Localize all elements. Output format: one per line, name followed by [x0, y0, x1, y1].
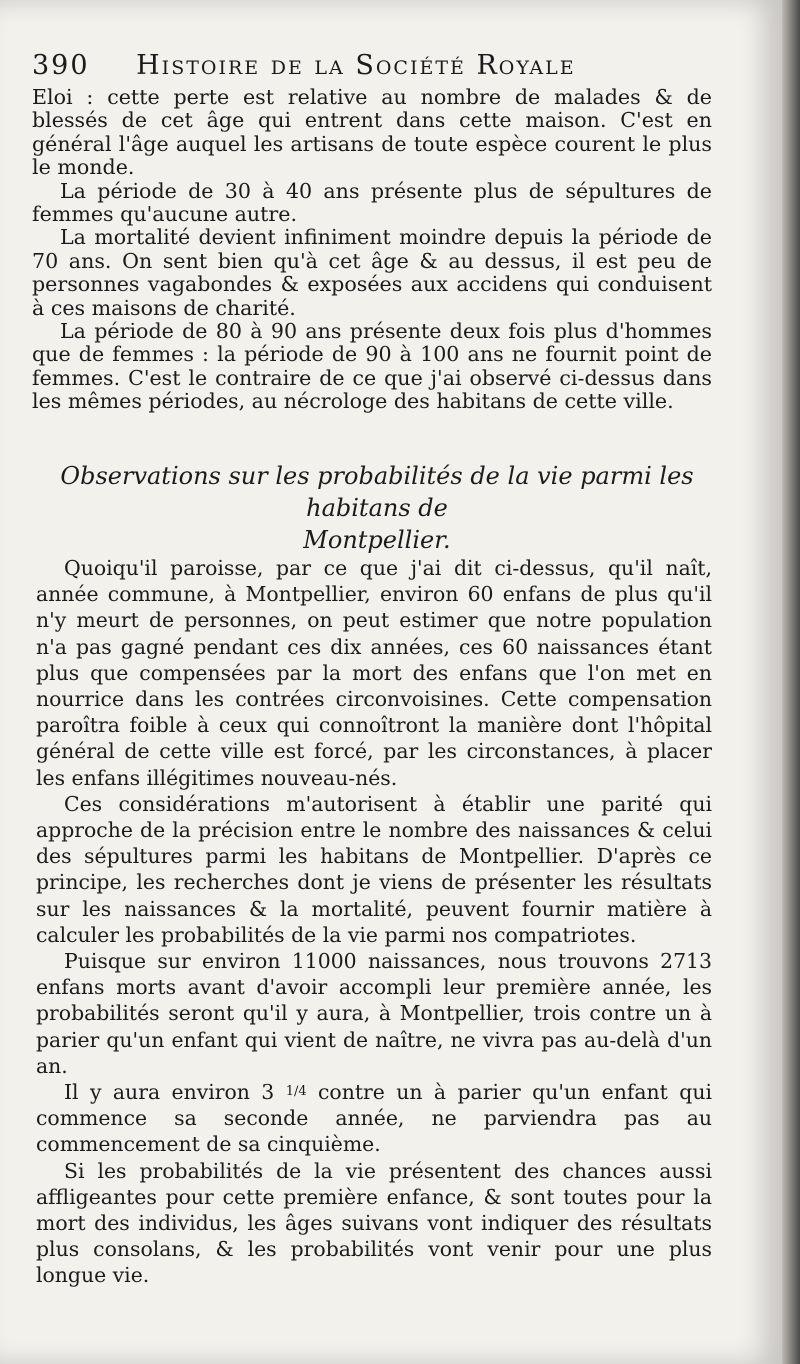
paragraph: Quoiqu'il paroisse, par ce que j'ai dit ci-dessus, qu'il naît, année commune, à Montpellier, environ 60 enfans de plus qu'il n'y meurt de personnes, on peut estimer que notre population n'a pas gagné pendant ces dix années, ces 60 naissances étant plus que compensées par la mort des enfans que l'on met en nourrice dans les contrées circonvoisines. Cette compensation paroîtra foible à ceux qui connoîtront la manière dont l'hôpital général de cette ville est forcé, par les circonstances, à placer les enfans illégitimes nouveau-nés. [36, 556, 712, 790]
section-heading-line: Observations sur les probabilités de la vie parmi les habitans de [60, 462, 694, 522]
page-number: 390 [32, 50, 90, 81]
fraction: 1/4 [285, 1084, 307, 1100]
paragraph: La mortalité devient infiniment moindre depuis la période de 70 ans. On sent bien qu'à cet âge & au dessus, il est peu de personnes vagabondes & exposées aux accidens qui conduisent à ces maisons de charité. [32, 225, 712, 320]
section-body [36, 555, 712, 1289]
running-title: Histoire de la Société Royale [136, 50, 576, 81]
paragraph: Puisque sur environ 11000 naissances, nous trouvons 2713 enfans morts avant d'avoir accompli leur première année, les probabilités seront qu'il y aura, à Montpellier, trois contre un à parier qu'un enfant qui vient de naître, ne vivra pas au-delà d'un an. [36, 949, 712, 1078]
paragraph: Si les probabilités de la vie présentent des chances aussi affligeantes pour cette première enfance, & sont toutes pour la mort des individus, les âges suivans vont indiquer des résultats plus consolans, & les probabilités vont venir pour une plus longue vie. [36, 1158, 712, 1288]
paragraph: Ces considérations m'autorisent à établir une parité qui approche de la précision entre le nombre des naissances & celui des sépultures parmi les habitans de Montpellier. D'après ce principe, les recherches dont je viens de présenter les résultats sur les naissances & la mortalité, peuvent fournir matière à calculer les probabilités de la vie parmi nos compatriotes. [36, 791, 712, 947]
paragraph: Eloi : cette perte est relative au nombre de malades & de blessés de cet âge qui entrent dans cette maison. C'est en général l'âge auquel les artisans de toute espèce courent le plus le monde. [32, 85, 712, 180]
page-header [32, 50, 752, 81]
section-heading [32, 460, 722, 556]
continued-text [32, 86, 712, 414]
paragraph [36, 1079, 712, 1158]
paragraph: La période de 80 à 90 ans présente deux fois plus d'hommes que de femmes : la période de 90 à 100 ans ne fournit point de femmes. C'est le contraire de ce que j'ai observé ci-dessus dans les mêmes périodes, au nécrologe des habitans de cette ville. [32, 319, 712, 414]
paragraph-text: Il y aura environ 3 [64, 1080, 286, 1105]
section-heading-line: Montpellier. [303, 526, 451, 554]
paragraph-text: contre un à parier qu'un enfant qui commence sa seconde année, ne parviendra pas au commencement de sa cinquième. [36, 1080, 712, 1157]
paragraph: La période de 30 à 40 ans présente plus de sépultures de femmes qu'aucune autre. [32, 178, 712, 227]
page-edge-shadow [782, 0, 800, 1364]
